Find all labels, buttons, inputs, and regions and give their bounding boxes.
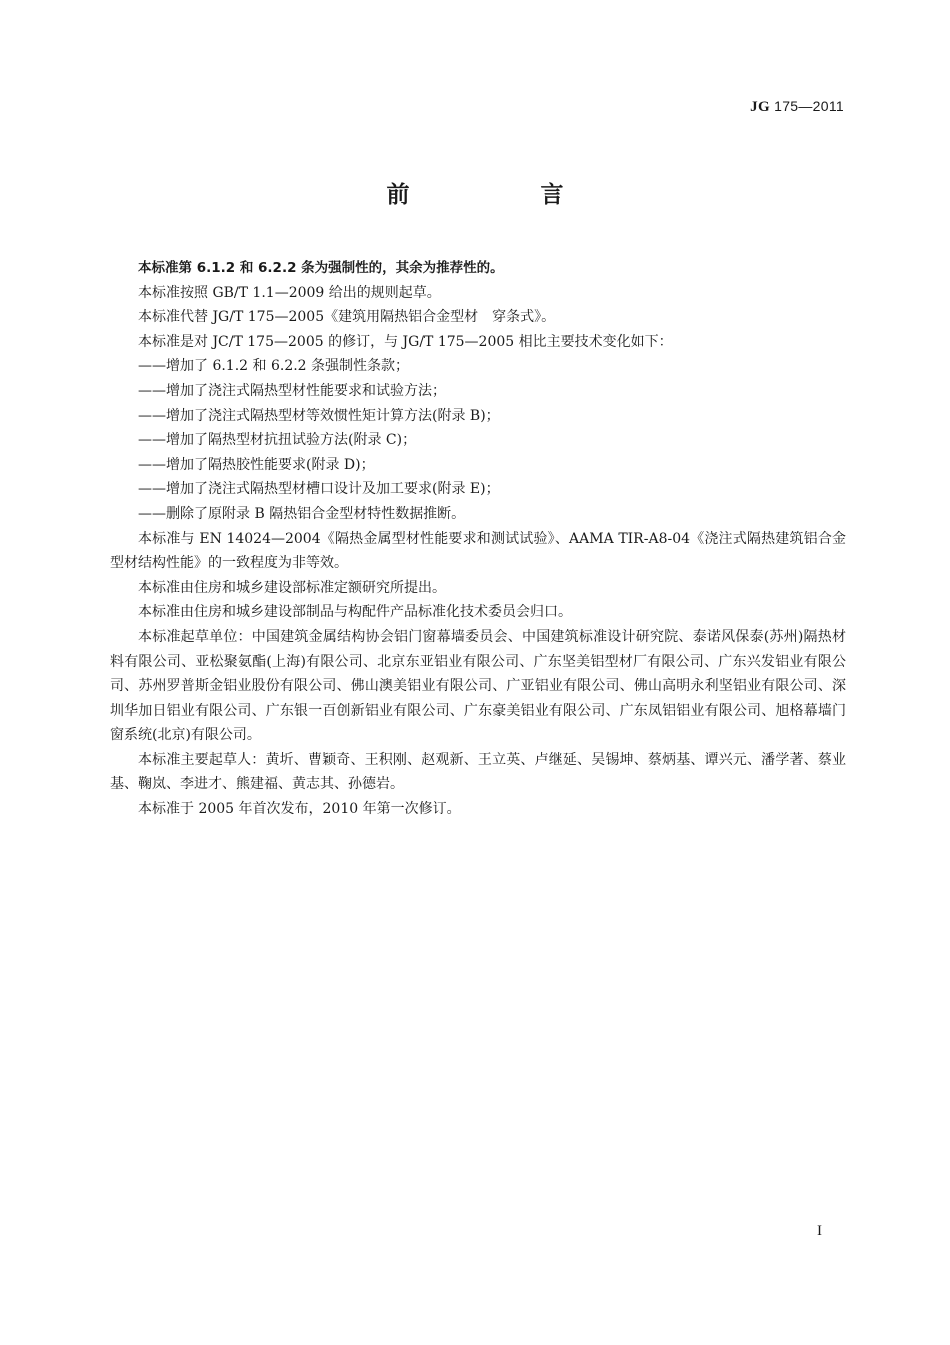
change-item: ——增加了隔热胶性能要求(附录 D)； (138, 456, 375, 473)
paragraph-equivalence: 本标准与 EN 14024—2004《隔热金属型材性能要求和测试试验》、AAMA TIR-A8-04《浇注式隔热建筑铝合金型材结构性能》的一致程度为非等效。 (110, 530, 846, 572)
paragraph-proposed-by: 本标准由住房和城乡建设部标准定额研究所提出。 (138, 579, 446, 596)
change-item: ——增加了浇注式隔热型材等效惯性矩计算方法(附录 B)； (138, 407, 500, 424)
paragraph-revision-intro: 本标准是对 JC/T 175—2005 的修订，与 JG/T 175—2005 相比主要技术变化如下： (138, 333, 673, 350)
paragraph-replaces: 本标准代替 JG/T 175—2005《建筑用隔热铝合金型材 穿条式》。 (138, 309, 556, 326)
paragraph-drafting-units: 本标准起草单位：中国建筑金属结构协会铝门窗幕墙委员会、中国建筑标准设计研究院、泰诺风保泰(苏州)隔热材料有限公司、亚松聚氨酯(上海)有限公司、北京东亚铝业有限公司、广东坚美铝型材厂有限公司、广东兴发铝业有限公司、苏州罗普斯金铝业股份有限公司、佛山澳美铝业有限公司、广亚铝业有限公司、佛山高明永利坚铝业有限公司、深圳华加日铝业有限公司、广东银一百创新铝业有限公司、广东豪美铝业有限公司、广东凤铝铝业有限公司、旭格幕墙门窗系统(北京)有限公司。 (110, 628, 846, 744)
change-item: ——增加了 6.1.2 和 6.2.2 条强制性条款； (138, 358, 410, 375)
standard-code-number: 175—2011 (774, 98, 844, 114)
paragraph-drafters: 本标准主要起草人：黄圻、曹颖奇、王积刚、赵观新、王立英、卢继延、吴锡坤、蔡炳基、谭兴元、潘学著、蔡业基、鞠岚、李进才、熊建福、黄志其、孙德岩。 (110, 751, 846, 793)
page-title: 前 言 (386, 182, 618, 208)
paragraph-centralized-by: 本标准由住房和城乡建设部制品与构配件产品标准化技术委员会归口。 (138, 604, 572, 621)
change-item: ——增加了浇注式隔热型材槽口设计及加工要求(附录 E)； (138, 481, 500, 498)
change-item: ——删除了原附录 B 隔热铝合金型材特性数据推断。 (138, 505, 466, 522)
paragraph-release-history: 本标准于 2005 年首次发布，2010 年第一次修订。 (138, 801, 461, 818)
paragraph-drafting-rules: 本标准按照 GB/T 1.1—2009 给出的规则起草。 (138, 284, 441, 301)
change-item: ——增加了浇注式隔热型材性能要求和试验方法； (138, 382, 446, 399)
page-number: I (817, 1223, 822, 1239)
paragraph-mandatory-clauses: 本标准第 6.1.2 和 6.2.2 条为强制性的，其余为推荐性的。 (138, 260, 504, 276)
change-item: ——增加了隔热型材抗扭试验方法(附录 C)； (138, 432, 417, 449)
standard-code-prefix: JG (750, 99, 770, 115)
standard-code (750, 98, 844, 116)
foreword-body (110, 256, 846, 822)
